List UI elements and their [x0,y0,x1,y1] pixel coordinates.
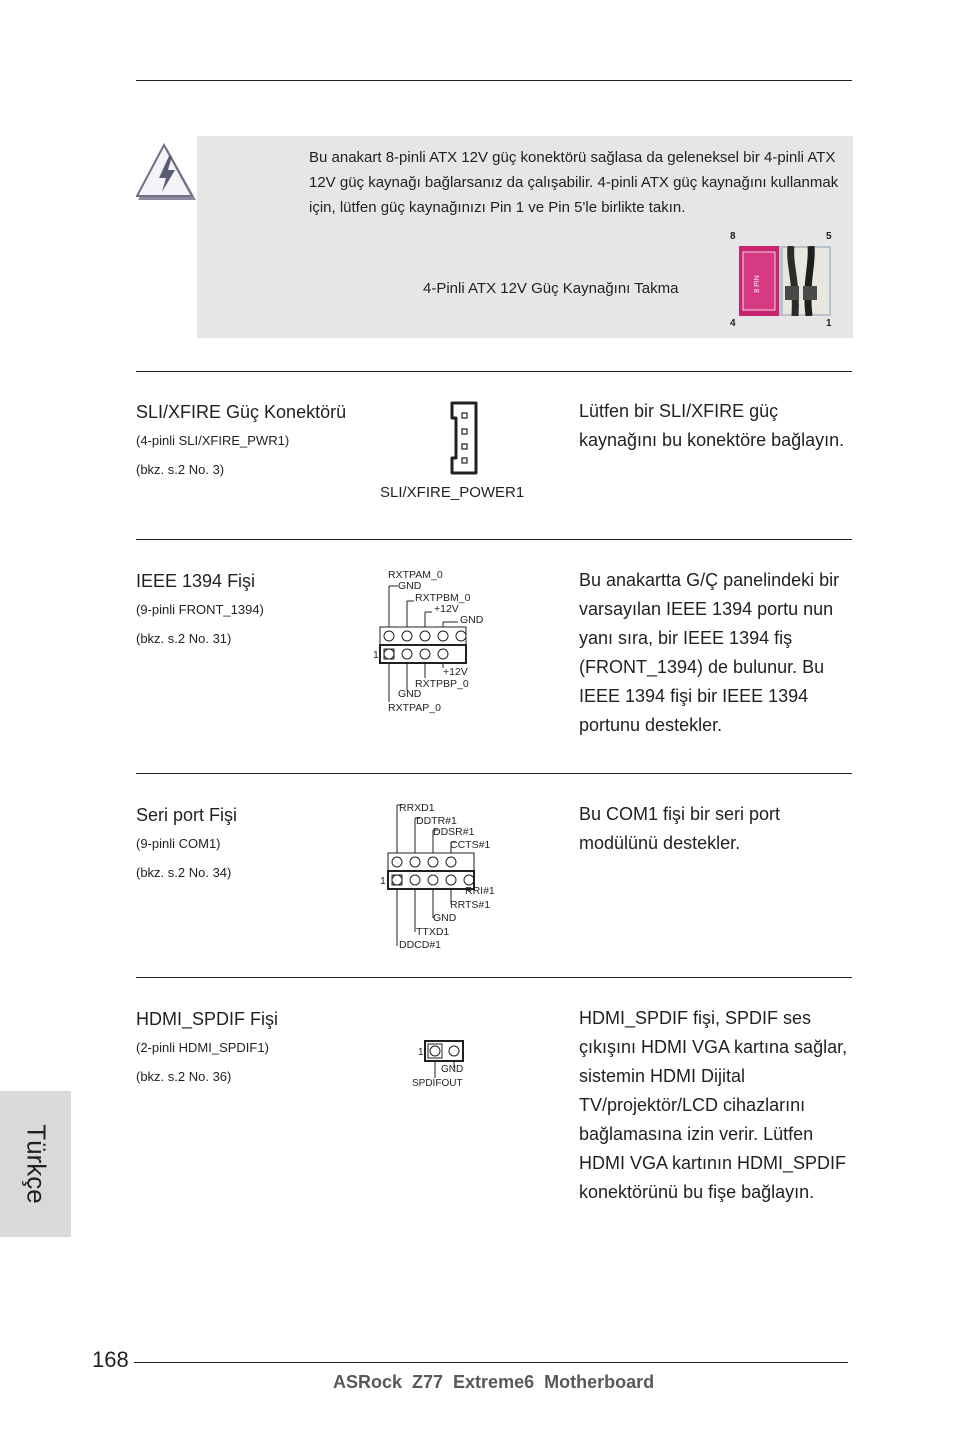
note-caption: 4-Pinli ATX 12V Güç Kaynağını Takma [423,280,679,297]
pin-label: +12V [443,666,468,678]
pin-label: GND [441,1064,464,1075]
pin-label: GND [433,912,457,924]
pin-label: RRI#1 [465,885,495,897]
pin-label: RXTPBP_0 [415,678,469,690]
section-title: IEEE 1394 Fişi [136,571,256,591]
section-rule [136,773,852,774]
section-description: Bu anakartta G/Ç panelindeki bir varsayılan IEEE 1394 portu nun yanı sıra, bir IEEE 1394 fiş (FRONT_1394) de bulunur. Bu IEEE 1394 fişi bir IEEE 1394 portunu destekler. [579,570,840,735]
section-subtitle: (4-pinli SLI/XFIRE_PWR1) [136,433,290,448]
pin-label: SPDIFOUT [412,1078,463,1089]
pin1-marker: 1 [373,649,379,661]
section-title: Seri port Fişi [136,805,238,825]
pin-label: RXTPAM_0 [388,569,443,581]
section-title: HDMI_SPDIF Fişi [136,1009,279,1029]
pin-label: DDCD#1 [399,939,442,951]
section-reference: (bkz. s.2 No. 36) [136,1069,232,1084]
section-subtitle: (9-pinli COM1) [136,836,221,851]
warning-icon [136,142,198,204]
language-label: Türkçe [21,1124,51,1204]
pin-label: TTXD1 [416,926,450,938]
section-description: Bu COM1 fişi bir seri port modülünü destekler. [579,804,781,853]
section-title: SLI/XFIRE Güç Konektörü [136,402,347,422]
section-rule [136,371,852,372]
pin-label: GND [398,580,422,592]
section-rule [136,977,852,978]
atx-connector-photo [739,246,831,316]
pin-label: +12V [434,603,459,615]
com1-header-diagram [376,800,506,952]
pin-label: RRTS#1 [450,899,491,911]
pin-label: RRXD1 [399,802,435,814]
pin1-marker: 1 [418,1047,424,1058]
pin-label-1: 1 [826,318,832,329]
pin-label: RXTPAP_0 [388,702,441,714]
language-tab [0,1091,71,1237]
pin-label: RXTPBM_0 [415,592,471,604]
header-rule [136,80,852,81]
section-description: Lütfen bir SLI/XFIRE güç kaynağını bu konektöre bağlayın. [579,401,845,450]
page-number: 168 [92,1347,129,1372]
hdmi-spdif-header-diagram [408,1038,488,1092]
pin-label-4: 4 [730,318,736,329]
footer-brand: ASRock Z77 Extreme6 Motherboard [333,1372,655,1392]
footer-rule [134,1362,848,1363]
pin-label-8: 8 [730,231,736,242]
ieee1394-header-diagram [368,566,498,716]
pin1-marker: 1 [380,875,386,887]
section-reference: (bkz. s.2 No. 34) [136,865,232,880]
connector-label: 8 PIN [754,275,761,293]
section-subtitle: (2-pinli HDMI_SPDIF1) [136,1040,269,1055]
section-reference: (bkz. s.2 No. 3) [136,462,225,477]
pin-label: DDTR#1 [416,815,457,827]
pin-label: GND [398,688,422,700]
diagram-label: SLI/XFIRE_POWER1 [380,484,525,501]
note-text: Bu anakart 8-pinli ATX 12V güç konektörü sağlasa da geleneksel bir 4-pinli ATX 12V güç kaynağı bağlarsanız da çalışabilir. 4-pinli ATX güç kaynağını kullanmak için, lütfen güç kaynağınızı Pin 1 ve Pin 5'le birlikte takın. [309,149,839,216]
pin-label: CCTS#1 [450,839,491,851]
pin-label: GND [460,614,484,626]
pin-label-5: 5 [826,231,832,242]
section-rule [136,539,852,540]
section-reference: (bkz. s.2 No. 31) [136,631,232,646]
section-description: HDMI_SPDIF fişi, SPDIF ses çıkışını HDMI VGA kartına sağlar, sistemin HDMI Dijital TV/projektör/LCD cihazlarını bağlamasına izin verir. Lütfen HDMI VGA kartının HDMI_SPDIF konektörünü bu fişe bağlayın. [579,1008,848,1202]
section-subtitle: (9-pinli FRONT_1394) [136,602,264,617]
pin-label: DDSR#1 [433,826,475,838]
sli-xfire-power-diagram [446,400,480,476]
